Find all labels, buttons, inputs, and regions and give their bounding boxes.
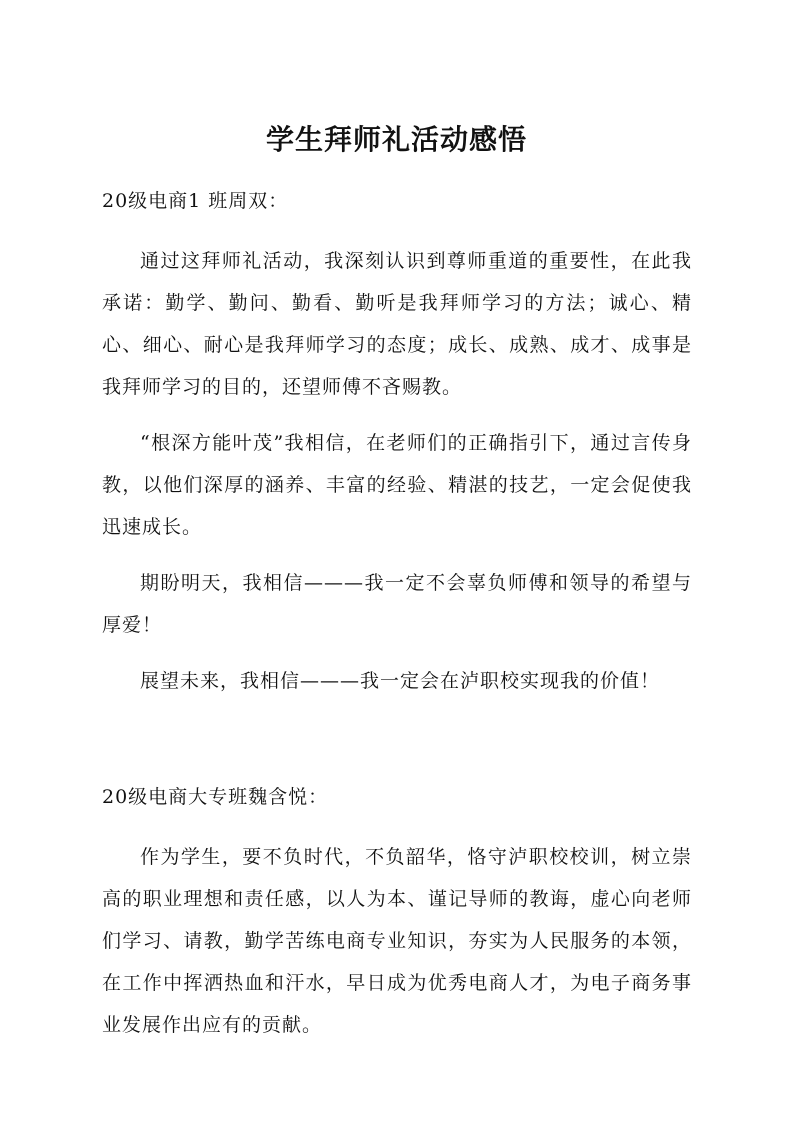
paragraph: “根深方能叶茂”我相信，在老师们的正确指引下，通过言传身教，以他们深厚的涵养、丰富的经验、精湛的技艺，一定会促使我迅速成长。 <box>102 432 692 538</box>
paragraph: 展望未来，我相信———我一定会在泸职校实现我的价值！ <box>140 670 661 692</box>
paragraph: 通过这拜师礼活动，我深刻认识到尊师重道的重要性，在此我承诺：勤学、勤问、勤看、勤听是我拜师学习的方法；诚心、精心、细心、耐心是我拜师学习的态度；成长、成熟、成才、成事是我拜师学习的目的，还望师傅不吝赐教。 <box>102 250 692 398</box>
section-author: 20级电商1 班周双： <box>102 190 289 212</box>
document-body <box>102 182 692 1046</box>
section-wei-hanyue <box>102 778 692 1046</box>
section-zhou-shuang <box>102 182 692 702</box>
paragraph: 作为学生，要不负时代，不负韶华，恪守泸职校校训，树立崇高的职业理想和责任感，以人为本、谨记导师的教诲，虚心向老师们学习、请教，勤学苦练电商专业知识，夯实为人民服务的本领，在工作中挥洒热血和汗水，早日成为优秀电商人才，为电子商务事业发展作出应有的贡献。 <box>102 846 692 1036</box>
paragraph: 期盼明天，我相信———我一定不会辜负师傅和领导的希望与厚爱！ <box>102 572 692 636</box>
document-title: 学生拜师礼活动感悟 <box>265 123 527 156</box>
section-author: 20级电商大专班魏含悦： <box>102 786 329 808</box>
